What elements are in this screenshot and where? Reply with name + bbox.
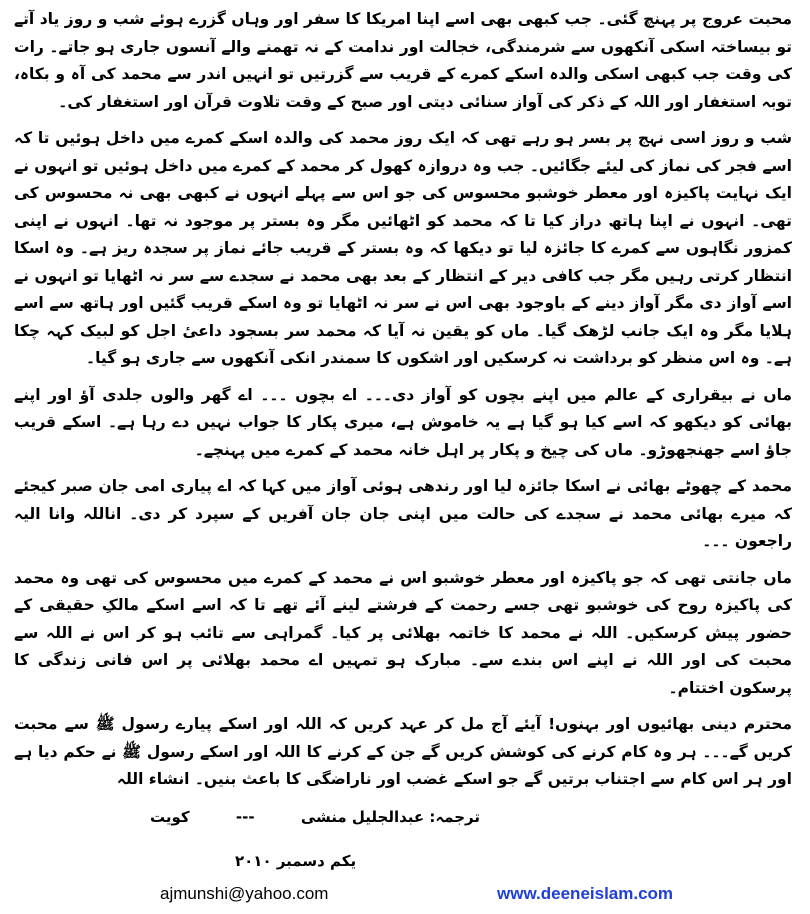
paragraph-5: ماں جانتی تھی کہ جو پاکیزہ اور معطر خوشبو اس نے محمد کے کمرے میں محسوس کی تھی وہ محمد کی پاکیزہ روح کی خوشبو تھی جسے رحمت کے فرشتے لینے آئے تھے تا کہ اسے اسکے مالکِ حقیقی کے حضور پیش کرسکیں۔ اللہ نے محمد کا خاتمہ بھلائی پر کیا۔ گمراہی سے تائب ہو کر اس نے اللہ سے محبت کی اور اللہ نے اپنے اس بندے سے۔ مبارک ہو تمہیں اے محمد بھلائی پر اس فانی زندگی کا پرسکون اختتام۔: [14, 568, 792, 697]
signoff-separator: ---: [235, 808, 255, 826]
signoff-location: کویت: [150, 808, 190, 826]
signoff-date: یکم دسمبر ۲۰۱۰: [235, 852, 357, 870]
footer: [0, 884, 810, 908]
paragraph-4: محمد کے چھوٹے بھائی نے اسکا جائزہ لیا اور رندھی ہوئی آواز میں کہا کہ اے پیاری امی جان صبر کیجئے کہ میرے بھائی محمد نے سجدے کی حالت میں اپنی جان جان آفریں کے سپرد کر دی۔ اناللہ وانا الیہ راجعون ۔۔۔: [14, 477, 792, 550]
paragraph-3: ماں نے بیقراری کے عالم میں اپنے بچوں کو آواز دی۔۔۔ اے بچوں ۔۔۔ اے گھر والوں جلدی آؤ اور اپنے بھائی کو دیکھو کہ اسے کیا ہو گیا ہے یہ خاموش ہے، میری پکار کا جواب نہیں دے رہا ہے۔ اسکے قریب جاؤ اسے جھنجھوڑو۔ ماں کی چیخ و پکار پر اہل خانہ محمد کے کمرے میں پہنچے۔: [14, 385, 792, 459]
paragraph-2: شب و روز اسی نہج پر بسر ہو رہے تھی کہ ایک روز محمد کی والدہ اسکے کمرے میں داخل ہوئیں تا کہ اسے فجر کی نماز کی لیئے جگائیں۔ جب وہ دروازہ کھول کر محمد کے کمرے میں داخل ہوئیں تو انہوں نے ایک نہایت پاکیزہ اور معطر خوشبو محسوس کی جو اس سے پہلے انہوں نے کبھی بھی نہ محسوس کی تھی۔ انہوں نے اپنا ہاتھ دراز کیا تا کہ محمد کو اٹھائیں مگر وہ بستر پر موجود نہ تھا۔ انہوں نے اپنی کمزور نگاہوں سے کمرے کا جائزہ لیا تو دیکھا کہ وہ بستر کے قریب جائے نماز پر سجدہ ریز ہے۔ وہ اسکا انتظار کرتی رہیں مگر جب کافی دیر کے انتظار کے بعد بھی محمد نے سجدے سے سر نہ اٹھایا تو انہوں نے اسے آواز دی مگر آواز دینے کے باوجود بھی اس نے سر نہ اٹھایا تو وہ اسکے قریب گئیں اور ہاتھ سے اسے ہلایا مگر وہ ایک جانب لڑھک گیا۔ ماں کو یقین نہ آیا کہ محمد سر بسجود داعیٔ اجل کو لبیک کہہ چکا ہے۔ وہ اس منظر کو برداشت نہ کرسکیں اور اشکوں کا سمندر انکی آنکھوں سے جاری ہو گیا۔: [14, 129, 792, 367]
signoff: [150, 808, 480, 826]
website-link[interactable]: www.deeneislam.com: [497, 884, 674, 903]
translator-credit: ترجمہ: عبدالجلیل منشی: [300, 808, 480, 826]
article-body: [14, 6, 792, 806]
email-link[interactable]: ajmunshi@yahoo.com: [160, 884, 329, 903]
paragraph-6: محترم دینی بھائیوں اور بہنوں! آیئے آج مل کر عہد کریں کہ اللہ اور اسکے پیارے رسول ﷺ سے محبت کریں گے۔۔۔ ہر وہ کام کرنے کی کوشش کریں گے جن کے کرنے کا اللہ اور اسکے رسول ﷺ نے حکم دیا ہے اور ہر اس کام سے اجتناب برتیں گے جو اسکے غضب اور ناراضگی کا باعث بنیں۔ انشاء اللہ: [14, 715, 792, 788]
paragraph-1: محبت عروج پر پہنچ گئی۔ جب کبھی بھی اسے اپنا امریکا کا سفر اور وہاں گزرے ہوئے شب و روز یاد آتے تو بیساختہ اسکی آنکھوں سے شرمندگی، خجالت اور ندامت کے نہ تھمنے والے آنسوں جاری ہو جاتے۔ رات کی وقت جب کبھی اسکی والدہ اسکے کمرے کے قریب سے گزرتیں تو انہیں اندر سے محمد کی آہ و بکاہ، توبہ استغفار اور اللہ کے ذکر کی آواز سنائی دیتی اور صبح کے وقت تلاوت قرآن اور استغفار کی۔: [14, 10, 792, 111]
